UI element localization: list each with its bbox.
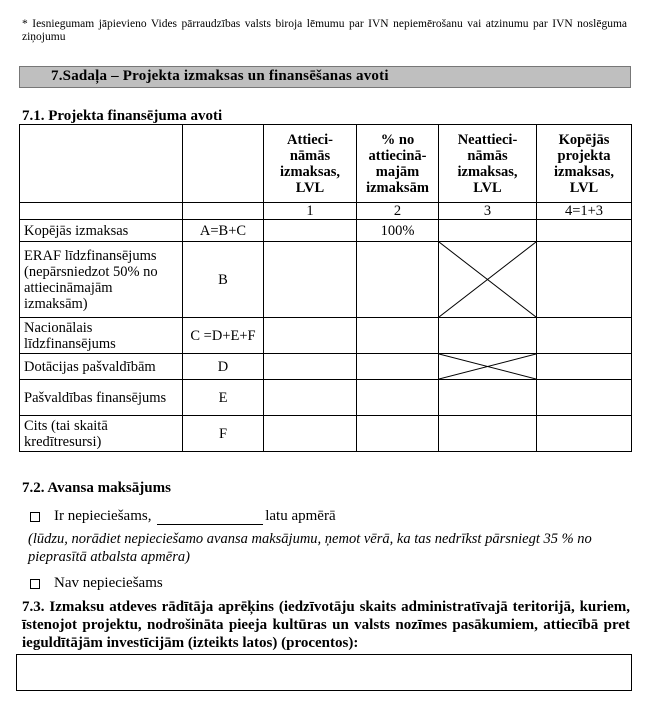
input-cell[interactable] (439, 220, 537, 242)
row-label: Pašvaldības finansējums (20, 380, 183, 416)
checkbox-required[interactable] (30, 512, 40, 522)
column-number-4: 4=1+3 (537, 203, 632, 220)
number-cell (20, 203, 183, 220)
input-cell[interactable] (264, 354, 357, 380)
input-cell[interactable] (264, 242, 357, 318)
checkbox-not-required[interactable] (30, 579, 40, 589)
input-cell[interactable] (537, 220, 632, 242)
column-number-1: 1 (264, 203, 357, 220)
row-label: ERAF līdzfinansējums (nepārsniedzot 50% no attiecināmajām izmaksām) (20, 242, 183, 318)
crossed-out-cell (439, 354, 537, 380)
column-number-row (20, 203, 632, 220)
row-formula: A=B+C (183, 220, 264, 242)
subsection-7-3-title: 7.3. Izmaksu atdeves rādītāja aprēķins (iedzīvotāju skaits administratīvajā teritorijā, kuriem, īstenojot projektu, nodrošināta pieeja kultūras un valsts nozīmes pasākumiem, attiecībā pret ieguldītājām investīcijām (izteikts latos) (procentos): (22, 599, 630, 651)
crossed-out-cell (439, 242, 537, 318)
input-cell[interactable] (264, 220, 357, 242)
header-total-costs: Kopējās projekta izmaksas, LVL (537, 125, 632, 203)
input-cell[interactable] (537, 318, 632, 354)
row-label: Dotācijas pašvaldībām (20, 354, 183, 380)
advance-amount-blank[interactable] (157, 510, 263, 525)
table-row (20, 220, 632, 242)
subsection-7-2-title: 7.2. Avansa maksājums (22, 480, 171, 496)
header-percent-eligible: % no attiecinā-majām izmaksām (357, 125, 439, 203)
row-formula: D (183, 354, 264, 380)
section-title: 7.Sadaļa – Projekta izmaksas un finansēšanas avoti (51, 68, 389, 84)
row-label: Cits (tai skaitā kredītresursi) (20, 416, 183, 452)
header-eligible-costs: Attieci-nāmās izmaksas, LVL (264, 125, 357, 203)
row-formula: E (183, 380, 264, 416)
option-required-suffix: latu apmērā (265, 508, 336, 524)
table-row (20, 354, 632, 380)
number-cell (183, 203, 264, 220)
advance-note: (lūdzu, norādiet nepieciešamo avansa maksājumu, ņemot vērā, ka tas nedrīkst pārsniegt 35 % no pieprasītā atbalsta apmēra) (28, 531, 592, 565)
cross-mark (439, 354, 536, 379)
input-cell[interactable] (357, 416, 439, 452)
input-cell[interactable] (357, 380, 439, 416)
input-cell[interactable] (264, 318, 357, 354)
footnote: * Iesniegumam jāpievieno Vides pārraudzības valsts biroja lēmumu par IVN nepiemērošanu vai atzinumu par IVN noslēguma ziņojumu (22, 18, 627, 43)
row-formula: B (183, 242, 264, 318)
input-cell[interactable] (264, 416, 357, 452)
input-cell[interactable] (537, 380, 632, 416)
column-number-2: 2 (357, 203, 439, 220)
row-formula: F (183, 416, 264, 452)
input-cell[interactable] (537, 416, 632, 452)
table-row (20, 416, 632, 452)
row-percent: 100% (357, 220, 439, 242)
input-cell[interactable] (439, 380, 537, 416)
input-cell[interactable] (439, 416, 537, 452)
row-formula: C =D+E+F (183, 318, 264, 354)
row-label: Nacionālais līdzfinansējums (20, 318, 183, 354)
option-not-required-label: Nav nepieciešams (54, 575, 163, 591)
input-cell[interactable] (357, 242, 439, 318)
input-cell[interactable] (439, 318, 537, 354)
option-not-required-row (30, 575, 163, 592)
table-row (20, 318, 632, 354)
input-cell[interactable] (264, 380, 357, 416)
cross-mark (439, 242, 536, 317)
column-number-3: 3 (439, 203, 537, 220)
row-label: Kopējās izmaksas (20, 220, 183, 242)
input-cell[interactable] (537, 242, 632, 318)
header-cell-formula (183, 125, 264, 203)
input-cell[interactable] (537, 354, 632, 380)
input-cell[interactable] (357, 354, 439, 380)
option-required-prefix: Ir nepieciešams, (54, 508, 152, 524)
option-required-row (30, 508, 336, 525)
table-row (20, 242, 632, 318)
input-cell[interactable] (357, 318, 439, 354)
table-row (20, 380, 632, 416)
table-header-row (20, 125, 632, 203)
header-ineligible-costs: Neattieci-nāmās izmaksas, LVL (439, 125, 537, 203)
header-cell-label (20, 125, 183, 203)
subsection-7-1-title: 7.1. Projekta finansējuma avoti (22, 108, 223, 124)
cost-return-answer-field[interactable] (16, 654, 632, 691)
financing-sources-table (19, 124, 632, 452)
